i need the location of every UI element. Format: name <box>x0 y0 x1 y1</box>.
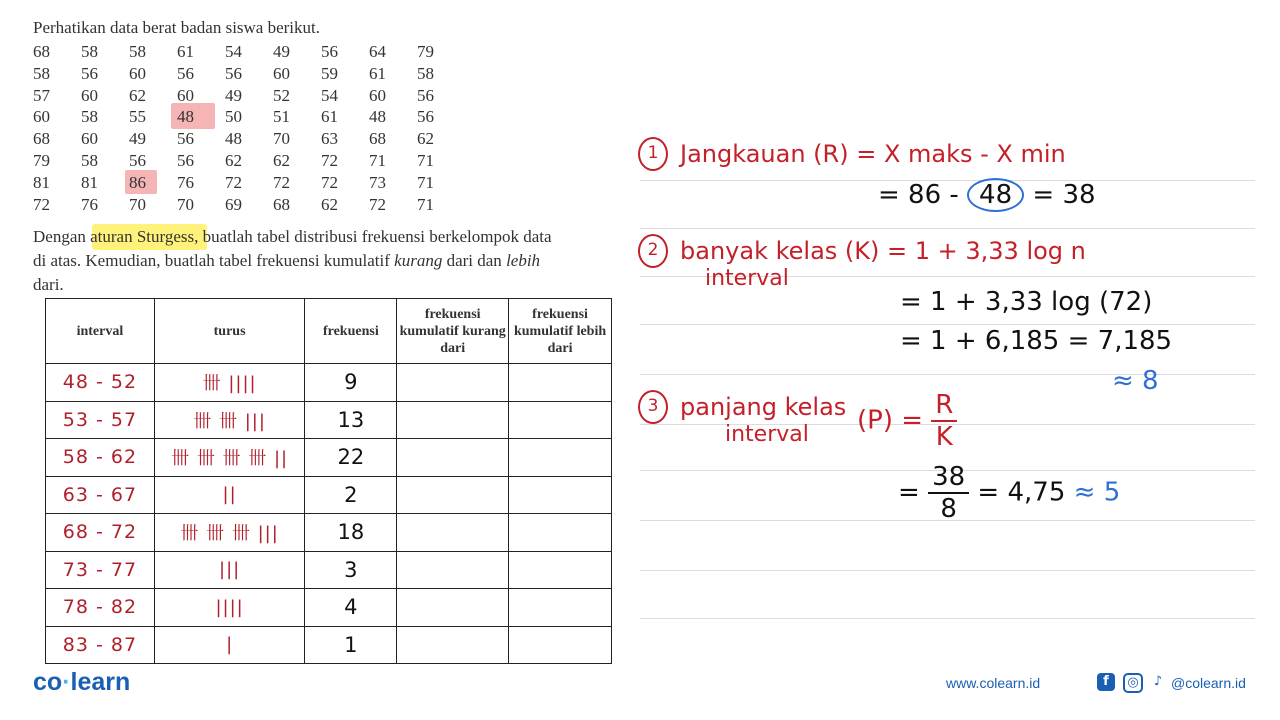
interval-cell: 83 - 87 <box>46 626 155 664</box>
data-value: 58 <box>129 42 146 61</box>
data-value: 48 <box>225 129 242 149</box>
data-value: 76 <box>81 194 98 214</box>
circled-min-value: 48 <box>967 178 1024 212</box>
tally-cell: || <box>154 476 305 514</box>
step3-heading <box>638 390 846 424</box>
table-row <box>46 364 612 402</box>
data-value: 54 <box>321 85 338 105</box>
data-value: 71 <box>417 150 434 170</box>
table-row <box>46 551 612 589</box>
step3-result: = $\frac{38}{8}$ = 4,75 ≈ 5 <box>898 462 1121 524</box>
fk-kurang-cell <box>397 364 509 402</box>
fk-lebih-cell <box>509 589 612 627</box>
fk-lebih-cell <box>509 626 612 664</box>
data-value: 72 <box>225 172 242 192</box>
data-value: 51 <box>273 107 290 127</box>
tally-cell: 卌 卌 卌 卌 || <box>154 439 305 477</box>
data-row <box>33 63 465 85</box>
fk-lebih-cell <box>509 364 612 402</box>
data-value: 61 <box>177 42 194 61</box>
data-value: 86 <box>129 172 146 192</box>
interval-cell: 58 - 62 <box>46 439 155 477</box>
data-value: 56 <box>129 150 146 170</box>
step2-sublabel: interval <box>705 266 789 291</box>
tally-cell: |||| <box>154 589 305 627</box>
sturgess-highlight-text: aturan Sturgess <box>90 227 195 246</box>
data-value: 76 <box>177 172 194 192</box>
fk-lebih-cell <box>509 551 612 589</box>
table-row <box>46 401 612 439</box>
fk-lebih-cell <box>509 514 612 552</box>
step3-number: 3 <box>638 390 668 424</box>
data-value: 60 <box>177 85 194 105</box>
data-value: 72 <box>321 150 338 170</box>
table-header-row <box>46 299 612 364</box>
data-value: 54 <box>225 42 242 61</box>
table-row <box>46 476 612 514</box>
ruled-line <box>640 374 1255 375</box>
tally-cell: 卌 卌 卌 ||| <box>154 514 305 552</box>
header-interval: interval <box>46 299 155 364</box>
data-value: 56 <box>177 150 194 170</box>
data-value: 56 <box>177 63 194 83</box>
data-value: 60 <box>369 85 386 105</box>
frequency-cell: 2 <box>305 476 397 514</box>
interval-cell: 73 - 77 <box>46 551 155 589</box>
problem-title: Perhatikan data berat badan siswa berikut. <box>33 18 321 37</box>
data-value: 68 <box>33 129 50 149</box>
website-link[interactable]: www.colearn.id <box>946 675 1041 691</box>
data-value: 79 <box>33 150 50 170</box>
data-value: 68 <box>33 42 50 61</box>
data-row <box>33 85 465 107</box>
weight-data-grid <box>33 41 465 215</box>
data-value: 72 <box>369 194 386 214</box>
fk-kurang-cell <box>397 439 509 477</box>
fk-kurang-cell <box>397 476 509 514</box>
data-value: 72 <box>33 194 50 214</box>
ruled-line <box>640 618 1255 619</box>
data-value: 69 <box>225 194 242 214</box>
data-value: 60 <box>129 63 146 83</box>
data-value: 56 <box>417 85 434 105</box>
data-value: 71 <box>417 194 434 214</box>
step2-line3: = 1 + 6,185 = 7,185 <box>900 326 1173 356</box>
header-turus: turus <box>154 299 305 364</box>
data-value: 50 <box>225 107 242 127</box>
tally-cell: 卌 卌 ||| <box>154 401 305 439</box>
instruction-text: Dengan aturan Sturgess, buatlah tabel distribusi frekuensi berkelompok data di atas. Kemudian, buatlah tabel frekuensi kumulatif kurang dari dan lebih dari. <box>33 227 552 294</box>
frequency-cell: 4 <box>305 589 397 627</box>
colearn-logo: co·learn <box>33 668 131 696</box>
step2-line2: = 1 + 3,33 log (72) <box>900 287 1153 317</box>
data-row <box>33 172 465 194</box>
data-value: 62 <box>321 194 338 214</box>
tally-cell: | <box>154 626 305 664</box>
step1-result: = 86 - 48 = 38 <box>878 180 1096 210</box>
data-row <box>33 194 465 216</box>
step1-label: Jangkauan (R) = X maks - X min <box>680 140 1066 168</box>
tally-cell: 卌 |||| <box>154 364 305 402</box>
data-value: 70 <box>129 194 146 214</box>
frequency-cell: 22 <box>305 439 397 477</box>
header-fk-lebih: frekuensi kumulatif lebih dari <box>509 299 612 364</box>
ruled-line <box>640 570 1255 571</box>
frequency-cell: 3 <box>305 551 397 589</box>
data-value: 62 <box>417 129 434 149</box>
tally-cell: ||| <box>154 551 305 589</box>
frequency-cell: 1 <box>305 626 397 664</box>
data-value: 61 <box>369 63 386 83</box>
data-value: 64 <box>369 42 386 61</box>
interval-cell: 68 - 72 <box>46 514 155 552</box>
data-value: 48 <box>177 107 194 127</box>
fk-lebih-cell <box>509 476 612 514</box>
step3-result-fraction: $\frac{38}{8}$ <box>928 462 969 524</box>
interval-cell: 78 - 82 <box>46 589 155 627</box>
data-value: 52 <box>273 85 290 105</box>
data-value: 58 <box>81 107 98 127</box>
data-value: 56 <box>81 63 98 83</box>
data-value: 60 <box>33 107 50 127</box>
data-value: 63 <box>321 129 338 149</box>
data-value: 68 <box>369 129 386 149</box>
data-value: 62 <box>225 150 242 170</box>
data-value: 55 <box>129 107 146 127</box>
data-value: 49 <box>129 129 146 149</box>
data-value: 56 <box>417 107 434 127</box>
fk-lebih-cell <box>509 439 612 477</box>
data-value: 49 <box>273 42 290 61</box>
data-value: 58 <box>417 63 434 83</box>
fk-kurang-cell <box>397 589 509 627</box>
interval-cell: 53 - 57 <box>46 401 155 439</box>
data-value: 58 <box>81 42 98 61</box>
fk-kurang-cell <box>397 551 509 589</box>
data-value: 71 <box>369 150 386 170</box>
step2-line4: ≈ 8 <box>1112 366 1159 396</box>
fk-kurang-cell <box>397 401 509 439</box>
table-row <box>46 439 612 477</box>
data-value: 72 <box>273 172 290 192</box>
frequency-cell: 9 <box>305 364 397 402</box>
data-value: 68 <box>273 194 290 214</box>
step1-number: 1 <box>638 137 668 171</box>
data-value: 62 <box>273 150 290 170</box>
data-value: 71 <box>417 172 434 192</box>
data-row <box>33 106 465 128</box>
instagram-icon[interactable]: ◎ <box>1123 673 1143 693</box>
data-value: 59 <box>321 63 338 83</box>
data-value: 57 <box>33 85 50 105</box>
step3-sublabel: interval <box>725 422 809 447</box>
data-value: 81 <box>33 172 50 192</box>
fk-kurang-cell <box>397 626 509 664</box>
data-value: 60 <box>81 129 98 149</box>
data-value: 60 <box>81 85 98 105</box>
data-value: 56 <box>225 63 242 83</box>
data-value: 62 <box>129 85 146 105</box>
table-row <box>46 514 612 552</box>
frequency-table <box>45 298 612 664</box>
data-row <box>33 150 465 172</box>
data-value: 73 <box>369 172 386 192</box>
data-value: 70 <box>273 129 290 149</box>
step2-label: banyak kelas (K) = 1 + 3,33 log n <box>680 237 1086 265</box>
data-value: 70 <box>177 194 194 214</box>
fk-lebih-cell <box>509 401 612 439</box>
fk-kurang-cell <box>397 514 509 552</box>
frequency-cell: 13 <box>305 401 397 439</box>
social-handle[interactable]: @colearn.id <box>1171 675 1246 691</box>
data-value: 48 <box>369 107 386 127</box>
table-row <box>46 589 612 627</box>
facebook-icon[interactable]: f <box>1097 673 1115 691</box>
data-value: 58 <box>33 63 50 83</box>
header-frekuensi: frekuensi <box>305 299 397 364</box>
step3-fraction: $\frac{R}{K}$ <box>931 390 957 452</box>
data-value: 61 <box>321 107 338 127</box>
data-value: 81 <box>81 172 98 192</box>
data-value: 79 <box>417 42 434 61</box>
ruled-line <box>640 324 1255 325</box>
ruled-line <box>640 228 1255 229</box>
data-value: 56 <box>177 129 194 149</box>
step3-label: panjang kelas <box>680 393 847 421</box>
data-row <box>33 41 465 63</box>
interval-cell: 48 - 52 <box>46 364 155 402</box>
step3-formula: (P) = $\frac{R}{K}$ <box>857 390 957 452</box>
step2-heading <box>638 234 1086 268</box>
step1-heading <box>638 137 1066 171</box>
data-value: 58 <box>81 150 98 170</box>
tiktok-icon[interactable]: ♪ <box>1153 674 1163 689</box>
frequency-cell: 18 <box>305 514 397 552</box>
header-fk-kurang: frekuensi kumulatif kurang dari <box>397 299 509 364</box>
data-value: 56 <box>321 42 338 61</box>
data-value: 49 <box>225 85 242 105</box>
data-value: 60 <box>273 63 290 83</box>
data-value: 72 <box>321 172 338 192</box>
step2-number: 2 <box>638 234 668 268</box>
table-row <box>46 626 612 664</box>
data-row <box>33 128 465 150</box>
interval-cell: 63 - 67 <box>46 476 155 514</box>
